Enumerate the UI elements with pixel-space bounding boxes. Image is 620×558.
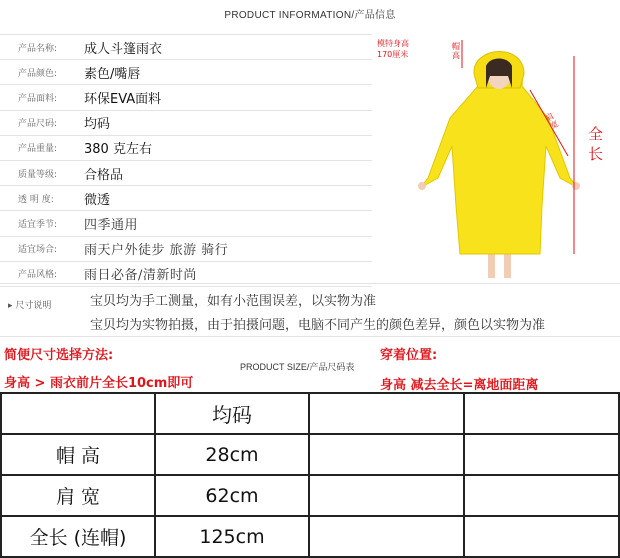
spec-label: 产品重量:: [18, 144, 58, 155]
spec-row: [0, 211, 372, 236]
wear-position-rule: 身高 减去全长=离地面距离: [380, 378, 539, 393]
spec-label: 产品尺码:: [18, 119, 58, 130]
spec-value: 雨日必备/清新时尚: [84, 268, 197, 284]
model-height-value: 170厘米: [377, 50, 409, 59]
size-table: [0, 392, 620, 558]
table-cell: 全长 (连帽): [1, 516, 155, 557]
spec-row: [0, 186, 372, 211]
table-cell: 28cm: [155, 434, 309, 475]
product-model-image: [390, 28, 620, 283]
size-table-header: [1, 393, 619, 434]
spec-value: 环保EVA面料: [84, 91, 162, 107]
table-row: [1, 434, 619, 475]
full-length-label: [588, 124, 603, 164]
size-notes: [0, 283, 620, 337]
table-cell: [464, 516, 619, 557]
spec-label: 适宜场合:: [18, 245, 58, 256]
hood-height-label: 帽高: [452, 42, 460, 60]
table-row: [1, 516, 619, 557]
table-row: [1, 475, 619, 516]
size-method-title: 简便尺寸选择方法:: [4, 348, 114, 363]
spec-value: 微透: [84, 192, 111, 208]
spec-label: 产品名称:: [18, 43, 58, 54]
wear-position-title: 穿着位置:: [380, 348, 438, 363]
spec-label: 质量等级:: [18, 169, 58, 180]
spec-label: 适宜季节:: [18, 219, 58, 230]
full-length-char: 长: [588, 145, 604, 163]
spec-row: [0, 161, 372, 186]
spec-value: 四季通用: [84, 217, 139, 233]
size-note-line: 宝贝均为手工测量，如有小范围误差，以实物为准: [90, 294, 377, 309]
full-length-char: 全: [588, 125, 604, 143]
spec-row: [0, 35, 372, 60]
spec-row: [0, 60, 372, 85]
spec-table: [0, 34, 372, 287]
table-cell: [464, 393, 619, 434]
section-title: PRODUCT INFORMATION/产品信息: [224, 10, 396, 21]
table-cell: [309, 434, 464, 475]
spec-label: 产品面料:: [18, 93, 58, 104]
table-cell: [309, 475, 464, 516]
spec-value: 均码: [84, 117, 111, 133]
table-cell: 帽 高: [1, 434, 155, 475]
table-cell: 均码: [155, 393, 309, 434]
table-cell: [309, 393, 464, 434]
spec-label: 透 明 度:: [18, 194, 54, 205]
spec-row: [0, 237, 372, 262]
spec-label: 产品颜色:: [18, 68, 58, 79]
spec-value: 成人斗篷雨衣: [84, 41, 163, 57]
table-cell: 肩 宽: [1, 475, 155, 516]
shoulder-width-label: 肩宽: [544, 111, 561, 132]
spec-value: 合格品: [84, 167, 124, 183]
size-note-line: 宝贝均为实物拍摄，由于拍摄问题，电脑不同产生的颜色差异，颜色以实物为准: [90, 318, 546, 333]
spec-value: 素色/嘴唇: [84, 66, 141, 82]
table-cell: [464, 475, 619, 516]
table-cell: [309, 516, 464, 557]
spec-row: [0, 85, 372, 110]
spec-row: [0, 136, 372, 161]
table-cell: 62cm: [155, 475, 309, 516]
table-cell: [464, 434, 619, 475]
model-height-note: [377, 38, 409, 60]
size-table-title: PRODUCT SIZE/产品尺码表: [240, 362, 355, 372]
size-method-rule: 身高 > 雨衣前片全长10cm即可: [4, 376, 194, 391]
spec-row: [0, 111, 372, 136]
spec-label: 产品风格:: [18, 270, 58, 281]
table-cell: 125cm: [155, 516, 309, 557]
size-notes-label: ▸ 尺寸说明: [8, 301, 52, 311]
spec-value: 380 克左右: [84, 142, 152, 158]
table-cell: [1, 393, 155, 434]
spec-value: 雨天户外徒步 旅游 骑行: [84, 243, 229, 259]
model-height-label: 模特身高: [377, 39, 409, 48]
